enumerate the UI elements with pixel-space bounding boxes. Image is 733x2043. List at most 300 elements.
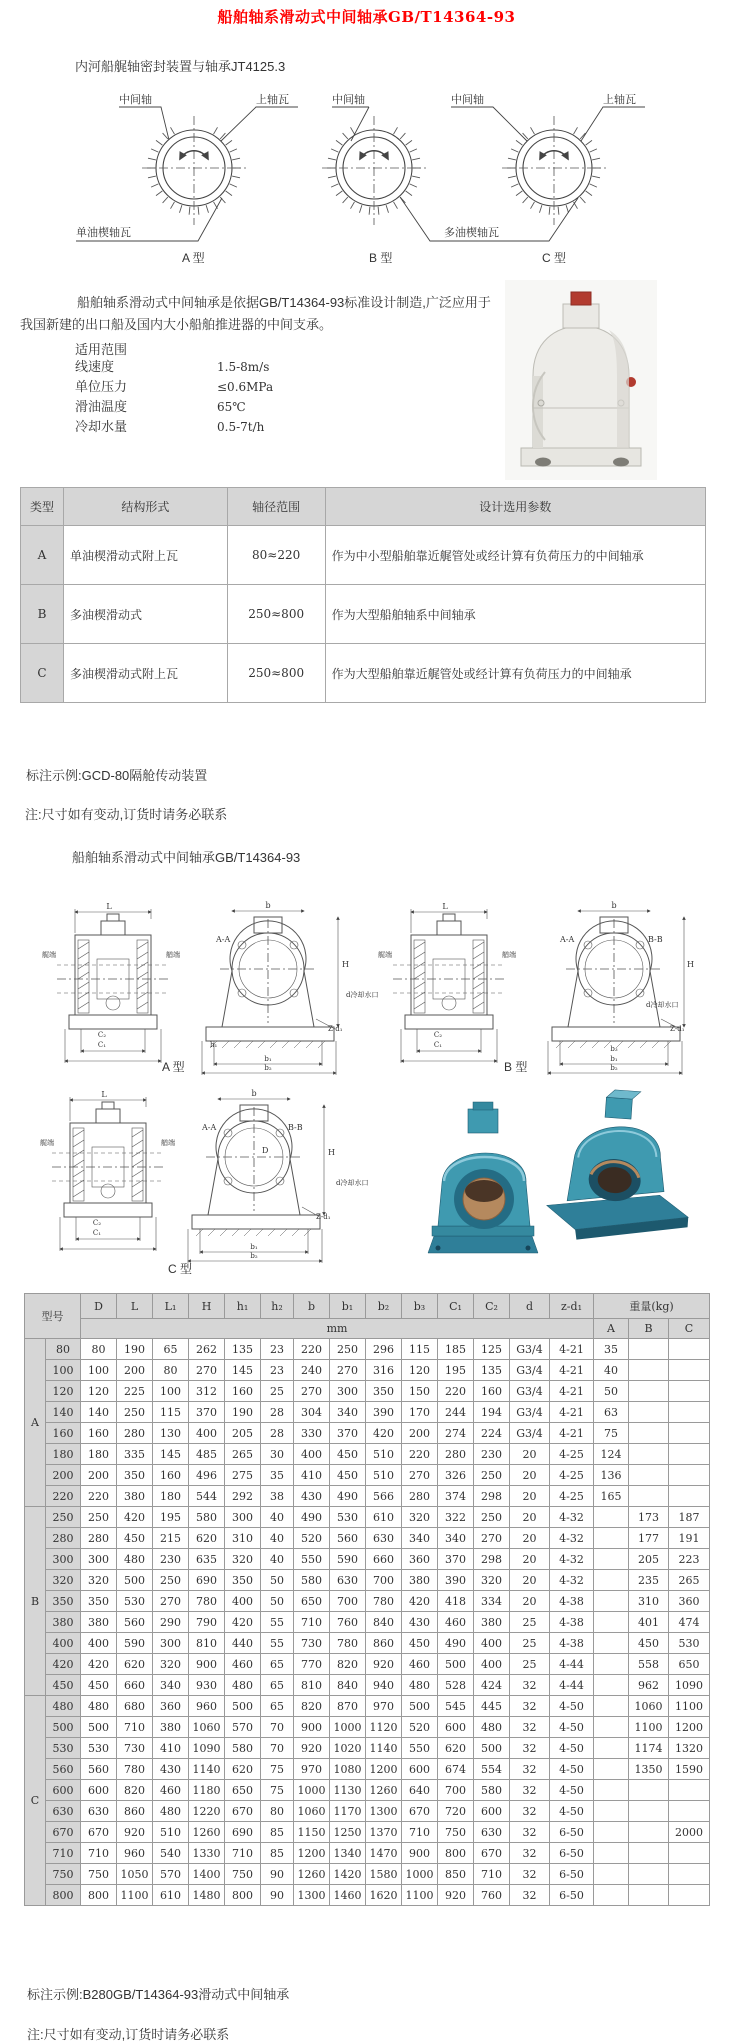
dim-cell	[629, 1402, 669, 1423]
dim-cell: 1060	[629, 1696, 669, 1717]
spec-label: 冷却水量	[75, 419, 128, 434]
dim-cell: G3/4	[510, 1381, 550, 1402]
coolant-label-b: d冷却水口	[646, 1001, 679, 1009]
dim-cell: 500	[438, 1654, 474, 1675]
dim-cell	[669, 1465, 710, 1486]
dim-row-120	[25, 1381, 710, 1402]
model-cell: 160	[46, 1423, 81, 1444]
dim-cell: 32	[510, 1801, 550, 1822]
group-label-B: B	[25, 1507, 46, 1696]
dim-cell: 136	[594, 1465, 629, 1486]
dim-cell: 270	[402, 1465, 438, 1486]
dim-cell: 750	[438, 1822, 474, 1843]
dim-col-header: L	[117, 1294, 153, 1319]
dim-cell: 700	[330, 1591, 366, 1612]
dim-cell: 380	[474, 1612, 510, 1633]
dim-cell: 160	[81, 1423, 117, 1444]
model-cell: 480	[46, 1696, 81, 1717]
dim-cell: 400	[225, 1591, 261, 1612]
spec-value: 0.5-7t/h	[217, 420, 265, 434]
type-table-cell: 作为大型船舶轴系中间轴承	[325, 585, 705, 644]
dim-cell: 145	[225, 1360, 261, 1381]
dim-cell: 920	[438, 1885, 474, 1906]
dim-cell: 32	[510, 1780, 550, 1801]
dim-cell: 320	[474, 1570, 510, 1591]
type-table-cell: B	[21, 585, 64, 644]
dim-cell: 401	[629, 1612, 669, 1633]
dim-cell	[669, 1864, 710, 1885]
dim-cell: 6-50	[550, 1885, 594, 1906]
dim-cell: 20	[510, 1528, 550, 1549]
model-cell: 530	[46, 1738, 81, 1759]
dim-cell: 480	[81, 1696, 117, 1717]
dim-cell	[669, 1486, 710, 1507]
dim-cell: 510	[366, 1465, 402, 1486]
dim-cell: 820	[117, 1780, 153, 1801]
marking-example-2: 标注示例:B280GB/T14364-93滑动式中间轴承	[27, 1987, 290, 2002]
drawing-caption-a: A 型	[162, 1060, 185, 1074]
dim-b1-b: b₁	[610, 1055, 618, 1063]
dim-cell: 480	[474, 1717, 510, 1738]
dim-cell: 65	[261, 1675, 294, 1696]
dim-cell: 1200	[294, 1843, 330, 1864]
dim-cell: 1090	[189, 1738, 225, 1759]
dim-cell: 32	[510, 1885, 550, 1906]
dim-cell: 500	[225, 1696, 261, 1717]
dim-cell: 1100	[629, 1717, 669, 1738]
dim-C1-b: C₁	[433, 1041, 443, 1049]
dim-cell: 20	[510, 1444, 550, 1465]
dim-cell: 310	[629, 1591, 669, 1612]
dim-cell: 554	[474, 1759, 510, 1780]
dim-cell: 380	[81, 1612, 117, 1633]
dim-cell: 1460	[330, 1885, 366, 1906]
dim-cell: 1580	[366, 1864, 402, 1885]
dim-cell: 418	[438, 1591, 474, 1612]
model-cell: 560	[46, 1759, 81, 1780]
dim-cell: 115	[153, 1402, 189, 1423]
coolant-label-a: d冷却水口	[346, 991, 379, 999]
dim-cell	[629, 1864, 669, 1885]
dim-cell: 80	[153, 1360, 189, 1381]
model-col-header: 型号	[25, 1294, 81, 1339]
dim-cell	[594, 1822, 629, 1843]
dim-cell: 40	[261, 1549, 294, 1570]
dim-cell: 230	[474, 1444, 510, 1465]
dim-cell: 296	[366, 1339, 402, 1360]
dim-cell: 390	[438, 1570, 474, 1591]
dim-cell: 50	[594, 1381, 629, 1402]
dim-b-a: b	[265, 901, 271, 910]
dim-cell: 280	[438, 1444, 474, 1465]
dim-cell: 960	[117, 1843, 153, 1864]
dim-cell: 590	[330, 1549, 366, 1570]
dim-cell: 600	[474, 1801, 510, 1822]
dim-cell: 265	[669, 1570, 710, 1591]
dim-cell	[594, 1738, 629, 1759]
dim-cell: 40	[594, 1360, 629, 1381]
model-cell: 750	[46, 1864, 81, 1885]
dim-cell: 1180	[189, 1780, 225, 1801]
dim-cell: 250	[474, 1507, 510, 1528]
dim-cell	[629, 1885, 669, 1906]
dim-col-header: b₃	[402, 1294, 438, 1319]
dim-row-400	[25, 1633, 710, 1654]
type-table-cell: C	[21, 644, 64, 703]
dim-h1-a: h₁	[210, 1041, 218, 1049]
spec-value: 1.5-8m/s	[217, 360, 270, 374]
dim-cell: 230	[153, 1549, 189, 1570]
dim-cell	[669, 1444, 710, 1465]
dim-cell	[669, 1885, 710, 1906]
section2-title: 船舶轴系滑动式中间轴承GB/T14364-93	[72, 850, 301, 865]
dim-row-280	[25, 1528, 710, 1549]
dim-cell: 900	[189, 1654, 225, 1675]
dim-cell: 205	[629, 1549, 669, 1570]
dim-cell: 380	[153, 1717, 189, 1738]
standard-subtitle: 内河船艉轴密封装置与轴承JT4125.3	[75, 59, 286, 74]
dim-cell	[594, 1801, 629, 1822]
dim-cell: 480	[117, 1549, 153, 1570]
dim-cell: 670	[402, 1801, 438, 1822]
dim-cell: 770	[294, 1654, 330, 1675]
model-cell: 180	[46, 1444, 81, 1465]
dim-cell: 340	[402, 1528, 438, 1549]
spec-row	[75, 397, 273, 417]
dim-H-a: H	[342, 960, 349, 969]
dim-cell: 1260	[294, 1864, 330, 1885]
dim-C2-c: C₂	[92, 1219, 102, 1227]
dim-cell: 340	[153, 1675, 189, 1696]
dim-cell: 410	[153, 1738, 189, 1759]
model-cell: 630	[46, 1801, 81, 1822]
dim-cell: 485	[189, 1444, 225, 1465]
dim-header-row-1	[25, 1294, 710, 1319]
dim-cell: 250	[153, 1570, 189, 1591]
dim-cell	[594, 1780, 629, 1801]
dim-cell: 760	[474, 1885, 510, 1906]
seal-caption-c: C 型	[542, 251, 567, 265]
seal-caption-b: B 型	[369, 251, 393, 265]
dim-cell: 558	[629, 1654, 669, 1675]
dim-cell: 570	[225, 1717, 261, 1738]
dim-cell: 50	[261, 1591, 294, 1612]
dim-cell: 220	[402, 1444, 438, 1465]
dim-cell: 800	[225, 1885, 261, 1906]
dim-cell: 6-50	[550, 1864, 594, 1885]
dim-cell: 25	[510, 1654, 550, 1675]
dim-cell: 2000	[669, 1822, 710, 1843]
dim-L-c: L	[101, 1090, 107, 1099]
dim-cell: 1100	[669, 1696, 710, 1717]
spec-row	[75, 377, 273, 397]
dim-cell: 32	[510, 1843, 550, 1864]
dim-cell: 292	[225, 1486, 261, 1507]
dim-cell: 320	[81, 1570, 117, 1591]
dim-cell: 80	[261, 1801, 294, 1822]
dim-cell: 496	[189, 1465, 225, 1486]
dim-cell: 370	[438, 1549, 474, 1570]
dim-cell: 85	[261, 1843, 294, 1864]
dim-cell: 1060	[189, 1717, 225, 1738]
dim-cell: 970	[294, 1759, 330, 1780]
dim-cell: 145	[153, 1444, 189, 1465]
model-cell: 120	[46, 1381, 81, 1402]
dim-cell: 450	[330, 1444, 366, 1465]
dim-cell: 500	[81, 1717, 117, 1738]
dim-cell: 450	[629, 1633, 669, 1654]
dim-cell: 545	[438, 1696, 474, 1717]
dim-cell: 780	[117, 1759, 153, 1780]
dim-cell: 85	[261, 1822, 294, 1843]
mid-shaft-label-b: 中间轴	[332, 94, 365, 106]
dim-cell: 530	[669, 1633, 710, 1654]
dim-cell	[669, 1843, 710, 1864]
marking-example-1: 标注示例:GCD-80隔舱传动装置	[26, 768, 208, 783]
dim-cell: 270	[330, 1360, 366, 1381]
dim-cell: 250	[81, 1507, 117, 1528]
dim-cell: 550	[294, 1549, 330, 1570]
drawing-caption-c: C 型	[168, 1262, 193, 1276]
dim-cell: 560	[81, 1759, 117, 1780]
dim-cell	[594, 1633, 629, 1654]
dim-row-320	[25, 1570, 710, 1591]
dim-cell: 262	[189, 1339, 225, 1360]
dim-cell: 4-25	[550, 1486, 594, 1507]
blue-bearing-photo-front	[428, 1102, 538, 1253]
dim-cell: 800	[438, 1843, 474, 1864]
dim-cell: 4-21	[550, 1381, 594, 1402]
dim-cell: 700	[366, 1570, 402, 1591]
dim-cell	[629, 1381, 669, 1402]
dim-row-380	[25, 1612, 710, 1633]
model-cell: 670	[46, 1822, 81, 1843]
dim-cell: 4-21	[550, 1360, 594, 1381]
dim-cell: 4-44	[550, 1675, 594, 1696]
dim-cell: 810	[189, 1633, 225, 1654]
spec-label: 线速度	[75, 359, 115, 374]
dim-cell: 360	[669, 1591, 710, 1612]
dim-cell: 270	[189, 1360, 225, 1381]
model-cell: 100	[46, 1360, 81, 1381]
model-cell: 140	[46, 1402, 81, 1423]
type-table-cell: 多油楔滑动式附上瓦	[63, 644, 227, 703]
dim-cell: 250	[474, 1465, 510, 1486]
dim-cell: 1370	[366, 1822, 402, 1843]
group-label-A: A	[25, 1339, 46, 1507]
dim-cell: 1200	[366, 1759, 402, 1780]
dim-row-750	[25, 1864, 710, 1885]
dim-cell: 720	[438, 1801, 474, 1822]
dim-cell: 580	[474, 1780, 510, 1801]
dim-cell	[629, 1486, 669, 1507]
dim-cell	[669, 1360, 710, 1381]
dim-cell: 4-38	[550, 1591, 594, 1612]
upper-bush-label-a: 上轴瓦	[256, 94, 289, 106]
dim-row-420	[25, 1654, 710, 1675]
dim-cell: 400	[474, 1633, 510, 1654]
dim-b1-a: b₁	[264, 1055, 272, 1063]
dim-cell: 420	[366, 1423, 402, 1444]
dim-cell	[669, 1402, 710, 1423]
dim-cell: 280	[81, 1528, 117, 1549]
dim-cell: 80	[81, 1339, 117, 1360]
model-cell: 80	[46, 1339, 81, 1360]
spec-list	[75, 357, 273, 437]
dim-cell	[594, 1696, 629, 1717]
dim-cell	[629, 1843, 669, 1864]
dim-cell: 316	[366, 1360, 402, 1381]
dim-cell: 610	[366, 1507, 402, 1528]
dim-cell: 1620	[366, 1885, 402, 1906]
dim-cell: 130	[153, 1423, 189, 1444]
dim-col-header: L₁	[153, 1294, 189, 1319]
dim-cell	[669, 1780, 710, 1801]
dim-col-header: h₁	[225, 1294, 261, 1319]
model-cell: 800	[46, 1885, 81, 1906]
dim-cell	[669, 1801, 710, 1822]
dim-cell: 160	[153, 1465, 189, 1486]
dim-cell: 350	[225, 1570, 261, 1591]
dim-cell	[594, 1675, 629, 1696]
dim-cell: 270	[153, 1591, 189, 1612]
dim-cell: 650	[294, 1591, 330, 1612]
dim-cell: 1420	[330, 1864, 366, 1885]
dim-Zd1-c: Z-d₁	[316, 1213, 331, 1221]
dim-cell: 760	[330, 1612, 366, 1633]
dim-cell: 4-50	[550, 1780, 594, 1801]
dim-cell: 32	[510, 1759, 550, 1780]
dim-cell: 860	[117, 1801, 153, 1822]
dim-cell: 962	[629, 1675, 669, 1696]
dim-cell: 235	[629, 1570, 669, 1591]
model-cell: 320	[46, 1570, 81, 1591]
dim-col-header: z-d₁	[550, 1294, 594, 1319]
params-col-header: 设计选用参数	[325, 488, 705, 526]
dim-cell: 4-32	[550, 1528, 594, 1549]
dim-cell: 530	[117, 1591, 153, 1612]
dim-cell: 1250	[330, 1822, 366, 1843]
type-table-row-C	[21, 644, 706, 703]
dim-C1-c: C₁	[92, 1229, 102, 1237]
dim-cell: 265	[225, 1444, 261, 1465]
dimension-table	[24, 1293, 710, 1906]
dim-cell: 650	[225, 1780, 261, 1801]
dim-cell: 312	[189, 1381, 225, 1402]
dim-cell: 420	[225, 1612, 261, 1633]
dim-cell: 4-38	[550, 1633, 594, 1654]
dim-cell: 4-50	[550, 1717, 594, 1738]
dim-cell: 500	[117, 1570, 153, 1591]
dim-cell: 780	[330, 1633, 366, 1654]
dim-cell: 190	[117, 1339, 153, 1360]
dim-cell: 590	[117, 1633, 153, 1654]
dim-cell: 490	[438, 1633, 474, 1654]
dim-cell	[594, 1843, 629, 1864]
dim-cell: 200	[81, 1465, 117, 1486]
dim-cell: 780	[189, 1591, 225, 1612]
dim-cell: 450	[402, 1633, 438, 1654]
dim-cell: 900	[402, 1843, 438, 1864]
dim-cell: 960	[189, 1696, 225, 1717]
type-table-cell: 250≈800	[227, 644, 325, 703]
dim-cell	[629, 1444, 669, 1465]
dim-cell: 1260	[366, 1780, 402, 1801]
dim-cell: 1140	[189, 1759, 225, 1780]
dim-cell: 240	[294, 1360, 330, 1381]
structure-col-header: 结构形式	[63, 488, 227, 526]
dim-cell: 1130	[330, 1780, 366, 1801]
type-table-cell: 单油楔滑动式附上瓦	[63, 526, 227, 585]
dim-cell: 150	[402, 1381, 438, 1402]
dim-cell: 70	[261, 1738, 294, 1759]
dim-cell: 224	[474, 1423, 510, 1444]
dim-col-header: b	[294, 1294, 330, 1319]
dim-row-160	[25, 1423, 710, 1444]
model-cell: 710	[46, 1843, 81, 1864]
dim-cell: 1174	[629, 1738, 669, 1759]
spec-row	[75, 357, 273, 377]
dim-cell: 195	[153, 1507, 189, 1528]
spec-label: 单位压力	[75, 379, 128, 394]
dim-b2-b: b₂	[610, 1064, 618, 1072]
unit-cell: mm	[81, 1319, 594, 1339]
dim-cell: 1400	[189, 1864, 225, 1885]
dim-cell: 270	[474, 1528, 510, 1549]
dim-cell: 370	[330, 1423, 366, 1444]
dim-cell: 450	[330, 1465, 366, 1486]
dim-cell: 1590	[669, 1759, 710, 1780]
dim-cell: 90	[261, 1885, 294, 1906]
dim-row-180	[25, 1444, 710, 1465]
type-selection-table	[20, 487, 706, 703]
bow-label-b: 艏端	[502, 951, 516, 959]
red-filler-cap	[571, 292, 591, 305]
dim-col-header: H	[189, 1294, 225, 1319]
stern-label-b: 艉端	[378, 951, 392, 959]
dim-cell: 420	[81, 1654, 117, 1675]
dim-cell: 1470	[366, 1843, 402, 1864]
dimension-note-1: 注:尺寸如有变动,订货时请务必联系	[25, 807, 228, 822]
model-cell: 600	[46, 1780, 81, 1801]
dim-cell	[594, 1654, 629, 1675]
dim-cell: 600	[402, 1759, 438, 1780]
dim-cell: 4-50	[550, 1696, 594, 1717]
dim-cell	[629, 1423, 669, 1444]
stern-label-c: 艉端	[40, 1139, 54, 1147]
dim-cell: 710	[402, 1822, 438, 1843]
coolant-label-c: d冷却水口	[336, 1179, 369, 1187]
dim-cell: 135	[474, 1360, 510, 1381]
dim-b-c: b	[251, 1089, 257, 1098]
dim-H-c: H	[328, 1148, 335, 1157]
dim-col-header: C₁	[438, 1294, 474, 1319]
type-table-cell: A	[21, 526, 64, 585]
dim-cell: 75	[261, 1759, 294, 1780]
dim-cell: 640	[402, 1780, 438, 1801]
dim-cell: 1080	[330, 1759, 366, 1780]
dim-cell: 4-44	[550, 1654, 594, 1675]
single-wedge-label: 单油楔轴瓦	[76, 227, 131, 239]
dim-cell	[594, 1528, 629, 1549]
dim-cell: 1060	[294, 1801, 330, 1822]
bow-label-c: 艏端	[161, 1139, 175, 1147]
model-cell: 250	[46, 1507, 81, 1528]
type-table-cell: 250≈800	[227, 585, 325, 644]
dim-cell: 170	[402, 1402, 438, 1423]
dim-cell: 420	[402, 1591, 438, 1612]
dim-C2-a: C₂	[97, 1031, 107, 1039]
